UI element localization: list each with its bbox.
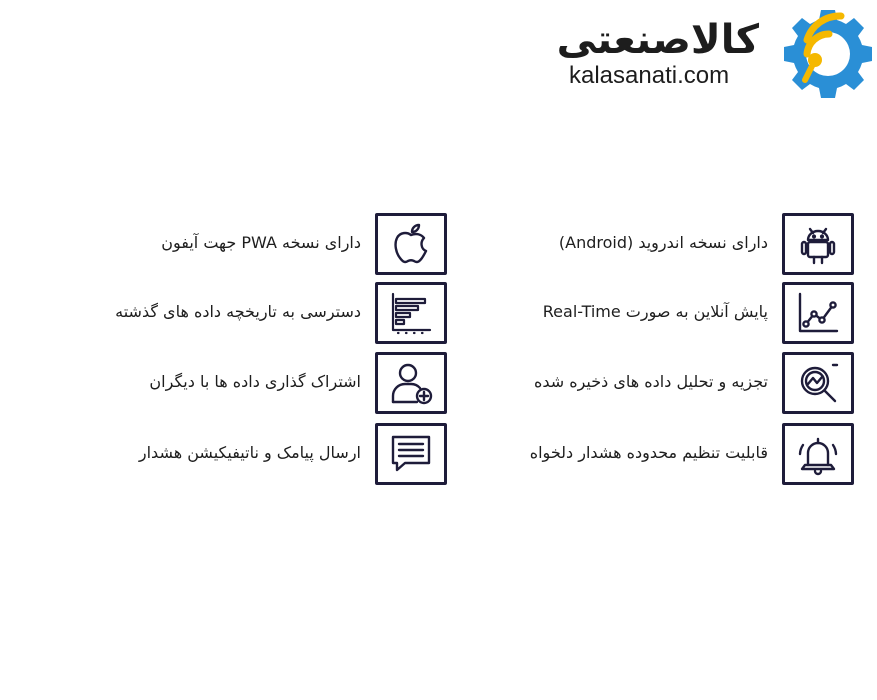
feature-icon-box xyxy=(782,213,854,275)
feature-label: قابلیت تنظیم محدوده هشدار دلخواه xyxy=(529,443,768,462)
feature-icon-box xyxy=(375,282,447,344)
alarm-bell-icon xyxy=(795,431,841,477)
brand-name: کالاصنعتی xyxy=(556,17,759,63)
line-chart-icon xyxy=(795,290,841,336)
feature-label: ارسال پیامک و ناتیفیکیشن هشدار xyxy=(138,443,361,462)
feature-icon-box xyxy=(375,213,447,275)
feature-label: اشتراک گذاری داده ها با دیگران xyxy=(149,372,361,391)
bar-chart-icon xyxy=(388,290,434,336)
analysis-magnifier-icon xyxy=(795,360,841,406)
feature-label: دارای نسخه PWA جهت آیفون xyxy=(161,233,361,252)
feature-realtime xyxy=(474,282,854,344)
message-icon xyxy=(388,431,434,477)
android-icon xyxy=(795,221,841,267)
brand-url: kalasanati.com xyxy=(569,62,730,89)
feature-label: دارای نسخه اندروید (Android) xyxy=(558,233,768,252)
feature-alarm-range xyxy=(474,423,854,485)
feature-history xyxy=(60,282,447,344)
feature-analysis xyxy=(474,352,854,414)
feature-icon-box xyxy=(375,423,447,485)
feature-icon-box xyxy=(782,282,854,344)
feature-android xyxy=(474,213,854,275)
gear-signal-logo-icon xyxy=(747,2,873,106)
apple-icon xyxy=(388,221,434,267)
feature-sharing xyxy=(90,352,447,414)
feature-label: تجزیه و تحلیل داده های ذخیره شده xyxy=(533,372,768,391)
feature-label: دسترسی به تاریخچه داده های گذشته xyxy=(115,302,361,321)
feature-icon-box xyxy=(782,423,854,485)
feature-icon-box xyxy=(782,352,854,414)
feature-pwa-iphone xyxy=(90,213,447,275)
add-user-icon xyxy=(388,360,434,406)
feature-label: پایش آنلاین به صورت Real-Time xyxy=(542,302,768,321)
logo xyxy=(537,0,877,110)
feature-notification xyxy=(90,423,447,485)
feature-icon-box xyxy=(375,352,447,414)
